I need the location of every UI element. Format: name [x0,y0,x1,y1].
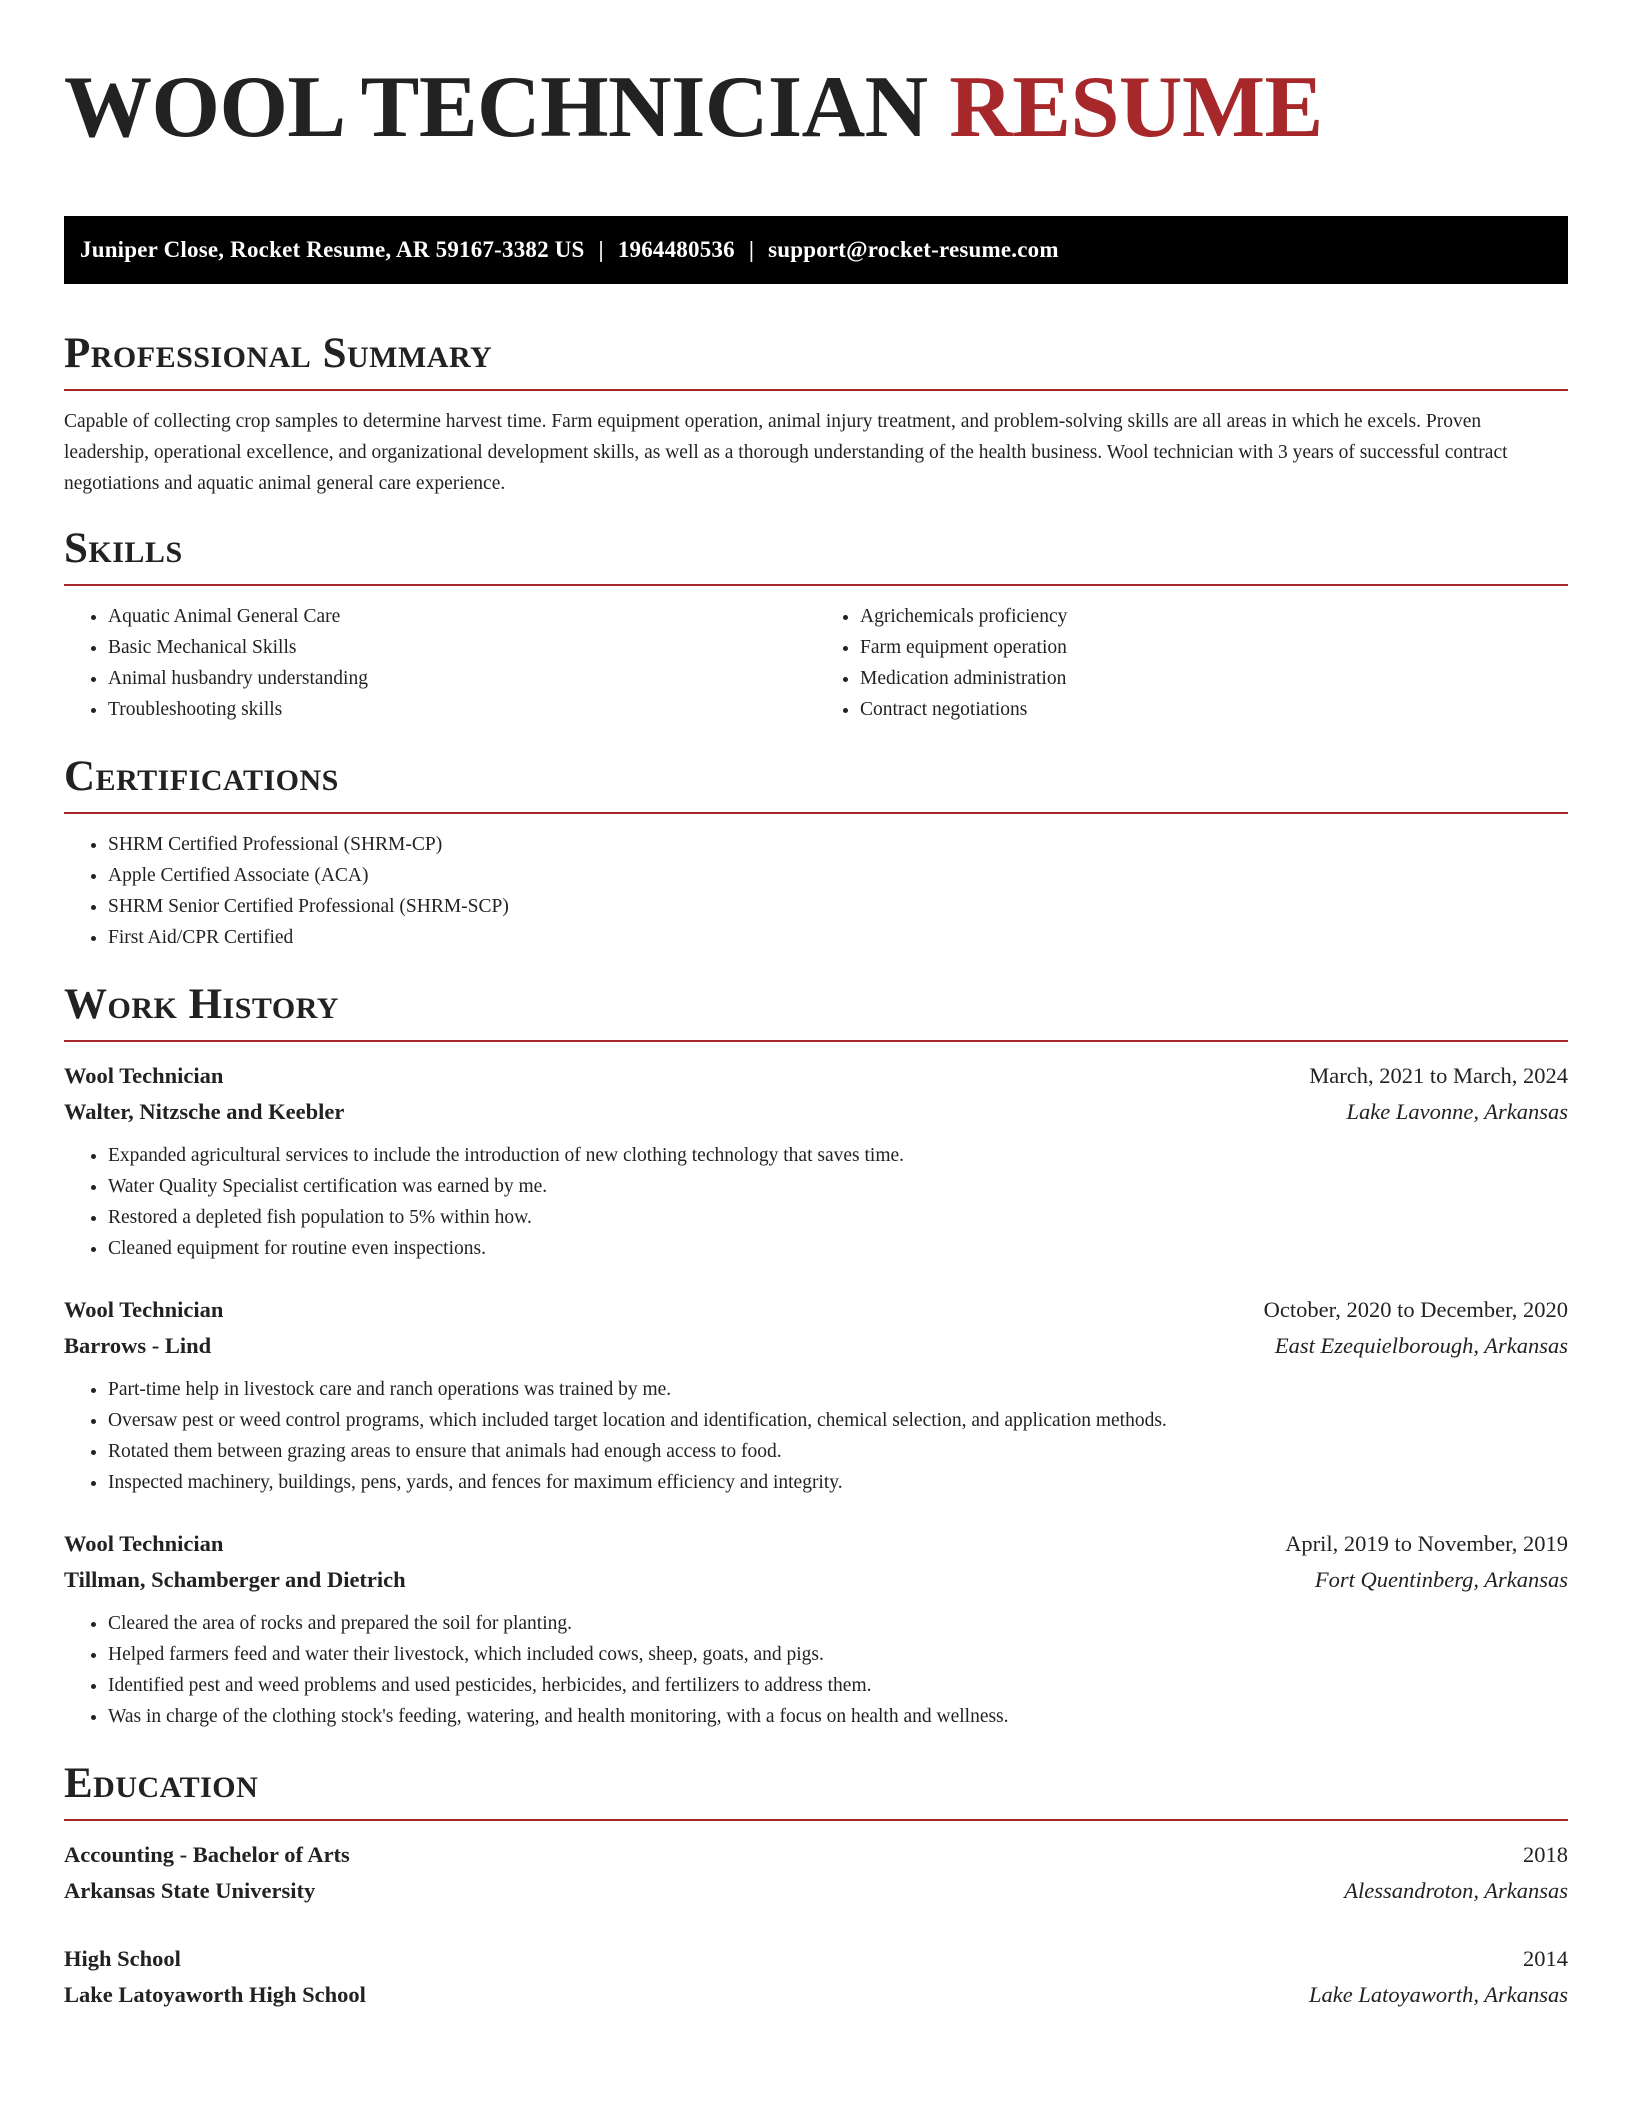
contact-separator: | [748,237,755,262]
job-entry [64,1058,1568,1264]
education-school: Lake Latoyaworth High School [64,1982,366,2007]
education-entry [64,1837,1568,1909]
contact-phone: 1964480536 [617,237,735,262]
job-company-row [64,1094,1568,1130]
certifications-list [64,829,1568,953]
job-location: Lake Lavonne, Arkansas [1346,1099,1568,1124]
section-heading-certifications: Certifications [64,755,1568,814]
job-header-row [64,1292,1568,1328]
job-company-row [64,1328,1568,1364]
education-school: Arkansas State University [64,1878,316,1903]
skills-list-right [816,601,1568,725]
list-item: • Helped farmers feed and water their livestock, which included cows, sheep, goats, and pigs. [108,1639,1568,1670]
title-accent: RESUME [949,59,1323,156]
education-school-row [64,1873,1568,1909]
list-item: • SHRM Senior Certified Professional (SHRM-SCP) [108,891,1568,922]
section-heading-summary: Professional Summary [64,332,1568,391]
list-item: • Water Quality Specialist certification was earned by me. [108,1171,1568,1202]
education-header-row [64,1837,1568,1873]
job-title: Wool Technician [64,1531,224,1556]
summary-section [64,332,1568,499]
list-item: • Animal husbandry understanding [108,663,816,694]
skills-section [64,527,1568,725]
summary-text: Capable of collecting crop samples to determine harvest time. Farm equipment operation, animal injury treatment, and problem-solving skills are all areas in which he excels. Proven leadership, operational excellence, and organizational development skills, as well as a thorough understanding of the health business. Wool technician with 3 years of successful contract negotiations and aquatic animal general care experience. [64,411,1508,494]
title-main: WOOL TECHNICIAN [64,59,928,156]
education-location: Lake Latoyaworth, Arkansas [1309,1982,1568,2007]
list-item: • Troubleshooting skills [108,694,816,725]
job-company: Walter, Nitzsche and Keebler [64,1099,345,1124]
list-item: • Aquatic Animal General Care [108,601,816,632]
job-company-row [64,1562,1568,1598]
list-item: • Apple Certified Associate (ACA) [108,860,1568,891]
job-header-row [64,1058,1568,1094]
contact-separator: | [598,237,604,262]
section-heading-skills: Skills [64,527,1568,586]
education-entry [64,1941,1568,2013]
list-item: • Expanded agricultural services to include the introduction of new clothing technology that saves time. [108,1140,1568,1171]
list-item: • Medication administration [860,663,1568,694]
list-item: • Agrichemicals proficiency [860,601,1568,632]
work-history-section [64,983,1568,1732]
list-item: • Part-time help in livestock care and ranch operations was trained by me. [108,1374,1568,1405]
list-item: • Basic Mechanical Skills [108,632,816,663]
education-year: 2018 [1523,1842,1568,1867]
job-title: Wool Technician [64,1297,224,1322]
job-dates: March, 2021 to March, 2024 [1309,1063,1568,1088]
job-company: Barrows - Lind [64,1333,212,1358]
contact-bar [64,216,1568,284]
education-section [64,1762,1568,2013]
job-dates: April, 2019 to November, 2019 [1285,1531,1568,1556]
list-item: • Oversaw pest or weed control programs, which included target location and identification, chemical selection, and application methods. [108,1405,1568,1436]
section-heading-work-history: Work History [64,983,1568,1042]
list-item: • Rotated them between grazing areas to ensure that animals had enough access to food. [108,1436,1568,1467]
job-dates: October, 2020 to December, 2020 [1263,1297,1568,1322]
job-entry [64,1526,1568,1732]
list-item: • Cleaned equipment for routine even inspections. [108,1233,1568,1264]
section-heading-education: Education [64,1762,1568,1821]
education-header-row [64,1941,1568,1977]
list-item: • Was in charge of the clothing stock's feeding, watering, and health monitoring, with a focus on health and wellness. [108,1701,1568,1732]
job-bullets [64,1608,1568,1732]
job-entry [64,1292,1568,1498]
list-item: • Identified pest and weed problems and used pesticides, herbicides, and fertilizers to address them. [108,1670,1568,1701]
job-location: Fort Quentinberg, Arkansas [1314,1567,1568,1592]
job-bullets [64,1140,1568,1264]
contact-email: support@rocket-resume.com [768,237,1059,262]
list-item: • Farm equipment operation [860,632,1568,663]
job-location: East Ezequielborough, Arkansas [1274,1333,1568,1358]
job-company: Tillman, Schamberger and Dietrich [64,1567,406,1592]
skills-grid [64,601,1568,725]
job-header-row [64,1526,1568,1562]
education-degree: Accounting - Bachelor of Arts [64,1842,350,1867]
skills-list-left [64,601,816,725]
list-item: • Inspected machinery, buildings, pens, yards, and fences for maximum efficiency and integrity. [108,1467,1568,1498]
education-degree: High School [64,1946,181,1971]
list-item: • SHRM Certified Professional (SHRM-CP) [108,829,1568,860]
certifications-section [64,755,1568,953]
list-item: • First Aid/CPR Certified [108,922,1568,953]
contact-address: Juniper Close, Rocket Resume, AR 59167-3382 US [80,237,585,262]
job-bullets [64,1374,1568,1498]
job-title: Wool Technician [64,1063,224,1088]
list-item: • Cleared the area of rocks and prepared the soil for planting. [108,1608,1568,1639]
education-school-row [64,1977,1568,2013]
education-location: Alessandroton, Arkansas [1344,1878,1568,1903]
resume-title [64,59,1568,164]
list-item: • Contract negotiations [860,694,1568,725]
education-year: 2014 [1523,1946,1568,1971]
list-item: • Restored a depleted fish population to 5% within how. [108,1202,1568,1233]
